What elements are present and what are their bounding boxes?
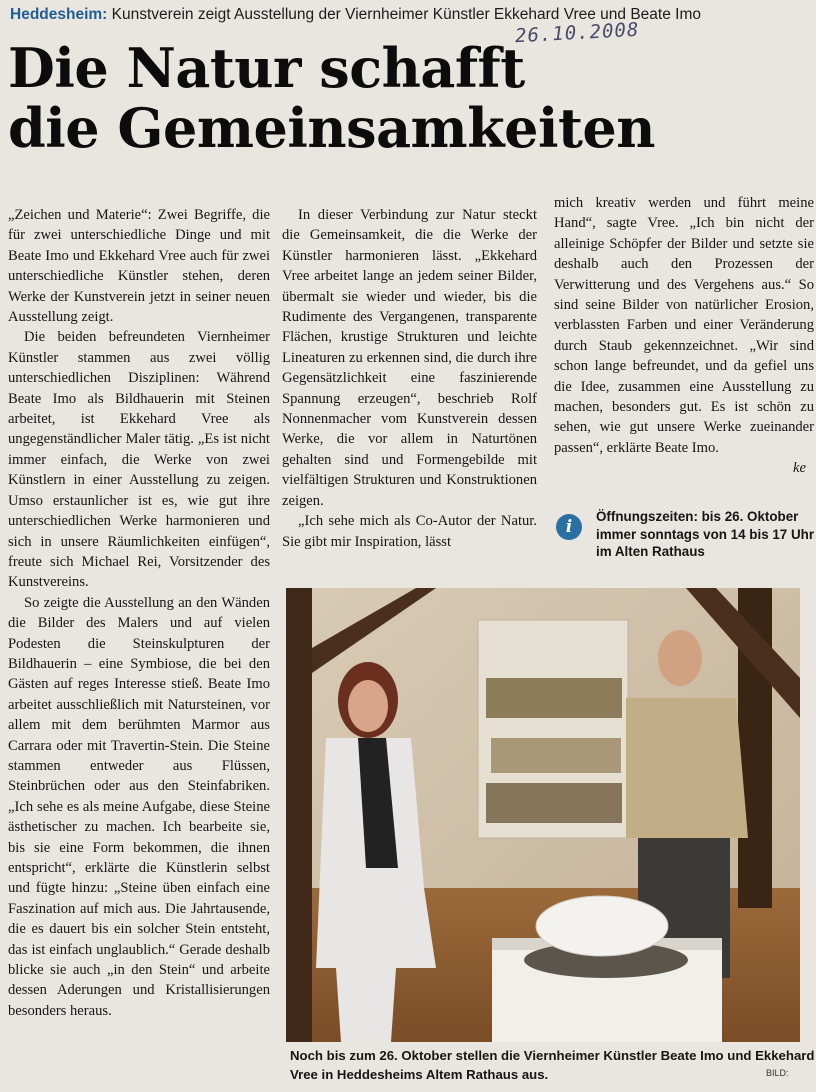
headline-line-1: Die Natur schafft	[8, 36, 525, 100]
kicker-location: Heddesheim:	[10, 6, 108, 23]
headline-line-2: die Gemeinsamkeiten	[8, 96, 656, 160]
paragraph: mich kreativ werden und führt meine Hand“, sagte Vree. „Ich bin nicht der alleinige Schöpfer der Bilder und setzte sie deshalb auch den Prozessen der Verwitterung und des Vergehens aus.“ So sind seine Bilder von natürlicher Erosion, verblassten Farben und einer Veränderung durch Staub gekennzeichnet. „Wir sind schon lange befreundet, und da gefiel uns die Idee, zusammen eine Ausstellung zu machen, besonders gut. Es ist schön zu sehen, wie gut unsere Werke zueinander passen“, erklärte Beate Imo.	[554, 195, 814, 456]
caption-line-2: Vree in Heddesheims Altem Rathaus aus.	[290, 1067, 549, 1082]
article-column-3	[554, 193, 814, 479]
paragraph: „Ich sehe mich als Co-Autor der Natur. Sie gibt mir Inspiration, lässt	[282, 513, 537, 550]
headline	[8, 38, 655, 158]
article-column-1	[8, 205, 270, 1021]
article-photo	[286, 588, 800, 1042]
paragraph: In dieser Verbindung zur Natur steckt die Gemeinsamkeit, die die Werke der Künstler harmonieren lässt. „Ekkehard Vree arbeitet lange an jedem seiner Bilder, übermalt sie wieder und wieder, bis die Rudimente des Vergangenen, transparente Flächen, krustige Strukturen und leichte Lineaturen zu erkennen sind, die durch ihre Gegensätzlichkeit eine faszinierende Spannung erzeugen“, beschrieb Rolf Nonnenmacher vom Kunstverein dessen Werke, die vor allem in Naturtönen gehalten sind und Formengebilde mit vielfältigen Strukturen und Konstruktionen zeigen.	[282, 207, 537, 509]
author-initials: ke	[793, 460, 806, 477]
photo-illustration	[286, 588, 800, 1042]
handwritten-date: 26.10.2008	[514, 18, 640, 48]
info-icon: i	[556, 514, 582, 540]
photo-credit: BILD:	[766, 1068, 789, 1078]
kicker-text: Kunstverein zeigt Ausstellung der Viernheimer Künstler Ekkehard Vree und Beate Imo	[111, 6, 701, 23]
info-box-text: Öffnungszeiten: bis 26. Oktober immer sonntags von 14 bis 17 Uhr im Alten Rathaus	[596, 509, 815, 559]
paragraph: So zeigte die Ausstellung an den Wänden die Bilder des Malers und auf vielen Podesten die Steinskulpturen der Bildhauerin – eine Symbiose, die bei den Gästen auf reges Interesse stieß. Beate Imo arbeitet ausschließlich mit Natursteinen, vor allem mit dem berühmten Marmor aus Carrara oder mit Travertin-Stein. Die Steine stammen entweder aus Flüssen, Steinbrüchen oder aus den Steinfabriken. „Ich sehe es als meine Aufgabe, diese Steine ästhetischer zu machen. Ich bearbeite sie, bis sie eine Form bekommen, die ihnen entspricht“, erklärte die Künstlerin selbst und fügte hinzu: „Steine üben einfach eine Faszination auf mich aus. Die Jahrtausende, die es dauert bis ein solcher Stein entsteht, das ist einfach unglaublich.“ Gerade deshalb blicke sie auch „in den Stein“ und arbeite dessen Aderungen und Kristallisierungen besonders heraus.	[8, 594, 270, 1019]
article-column-2	[282, 205, 537, 552]
photo-caption	[290, 1046, 815, 1084]
paragraph: Die beiden befreundeten Viernheimer Künstler stammen aus zwei völlig unterschiedlichen Disziplinen: Während Beate Imo als Bildhauerin mit Steinen arbeitet, ist Ekkehard Vree als ungegenständlicher Maler tätig. „Es ist nicht immer einfach, die Werke von zwei Künstlern in einer Ausstellung zu zeigen. Umso erstaunlicher ist es, wie gut ihre unterschiedlichen Werke harmonieren und sich in unsere Räumlichkeiten einfügen“, freute sich Michael Rei, Vorsitzender des Kunstvereins.	[8, 329, 270, 591]
paragraph: „Zeichen und Materie“: Zwei Begriffe, die für zwei unterschiedliche Dinge und mit Beate Imo und Ekkehard Vree auch für zwei unterschiedliche Künstler stehen, deren Werke der Kunstverein jetzt in seiner neuen Ausstellung zeigt.	[8, 207, 270, 326]
caption-line-1: Noch bis zum 26. Oktober stellen die Viernheimer Künstler Beate Imo und Ekkehard	[290, 1048, 815, 1063]
